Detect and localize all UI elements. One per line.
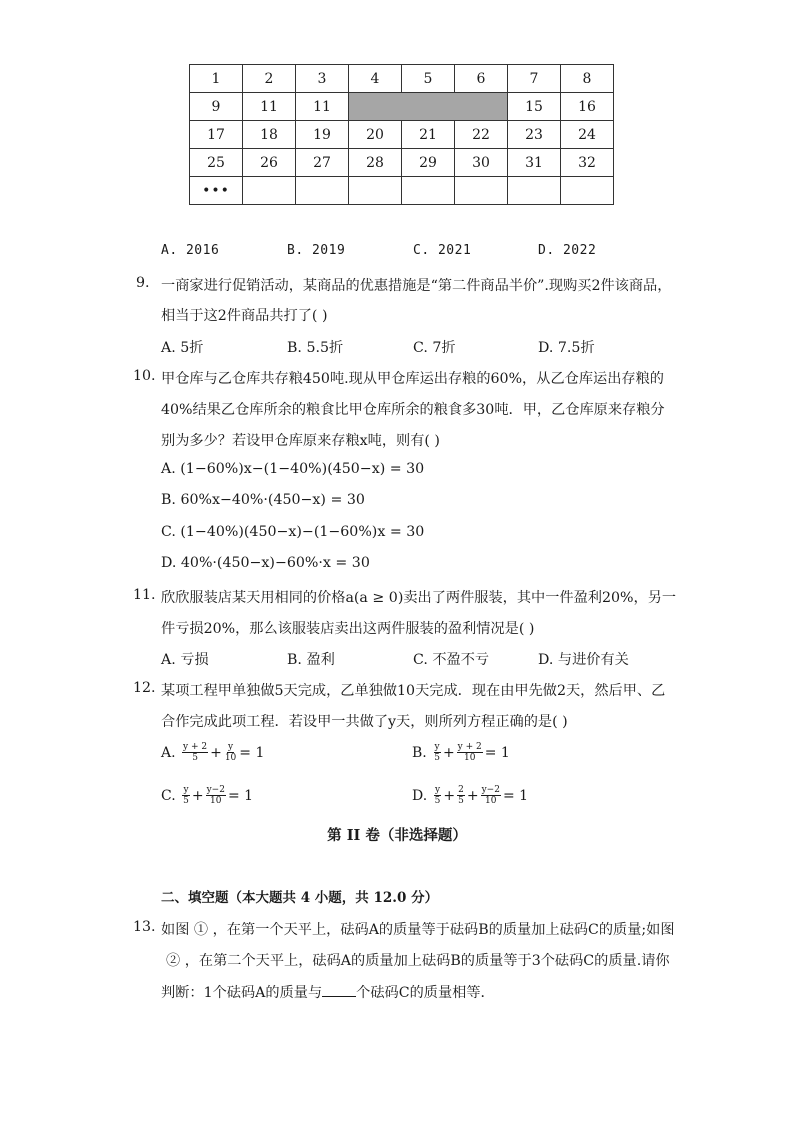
plus-sign: +	[210, 744, 222, 761]
denominator: 10	[210, 796, 222, 806]
grid-cell: 7	[508, 65, 561, 93]
q12-text-line2: 合作完成此项工程．若设甲一共做了y天，则所列方程正确的是( )	[161, 714, 568, 730]
q10-text-line1: 甲仓库与乙仓库共存粮450吨.现从甲仓库运出存粮的60%，从乙仓库运出存粮的	[161, 371, 664, 387]
denominator: 10	[485, 796, 497, 806]
grid-cell: 17	[190, 121, 243, 149]
equals-one: = 1	[484, 744, 510, 761]
fraction	[457, 785, 465, 806]
fraction	[206, 785, 226, 806]
grid-cell: 32	[561, 149, 614, 177]
q12-option-d	[412, 785, 528, 806]
q12-option-a-label: A.	[161, 744, 176, 761]
q13-line1-pre: 如图	[161, 922, 190, 938]
grid-cell: •••	[190, 177, 243, 205]
q9-text-line1: 一商家进行促销活动，某商品的优惠措施是“第二件商品半价”.现购买2件该商品，	[161, 278, 672, 294]
q9-option-a: A. 5折	[161, 340, 204, 356]
q12-option-b	[412, 742, 510, 763]
grid-row	[190, 65, 614, 93]
plus-sign: +	[442, 744, 455, 761]
grid-cell	[508, 177, 561, 205]
grid-cell: 28	[349, 149, 402, 177]
q10-number: 10.	[133, 368, 156, 384]
plus-sign: +	[191, 787, 204, 804]
plus-sign: +	[443, 787, 456, 804]
grid-cell: 20	[349, 121, 402, 149]
numerator: y	[183, 785, 189, 795]
fraction	[182, 785, 190, 806]
equals-one: = 1	[227, 787, 254, 804]
q9-text-line2: 相当于这2件商品共打了( )	[161, 308, 328, 324]
grid-cell: 31	[508, 149, 561, 177]
q13-line1-post: ，在第一个天平上，砝码A的质量等于砝码B的质量加上砝码C的质量;如图	[212, 922, 675, 938]
numerator: 2	[458, 785, 464, 795]
fraction	[433, 742, 441, 763]
grid-cell: 6	[455, 65, 508, 93]
grid-cell: 11	[243, 93, 296, 121]
denominator: 5	[434, 753, 440, 763]
grid-row	[190, 149, 614, 177]
grid-cell: 21	[402, 121, 455, 149]
q10-text-line3: 别为多少？若设甲仓库原来存粮x吨，则有( )	[161, 433, 440, 449]
denominator: 5	[434, 796, 441, 806]
grid-row	[190, 93, 614, 121]
denominator: 10	[463, 753, 476, 763]
circled-two-marker: ②	[166, 953, 181, 969]
equals-one: = 1	[239, 744, 265, 761]
grid-row	[190, 121, 614, 149]
q10-option-a: A. (1−60%)x−(1−40%)(450−x) = 30	[161, 461, 425, 477]
grid-cell: 11	[296, 93, 349, 121]
numerator: y + 2	[457, 742, 482, 752]
grid-cell: 3	[296, 65, 349, 93]
numerator: y	[434, 785, 441, 795]
q11-option-b: B. 盈利	[287, 652, 335, 668]
part2-title: 第 II 卷（非选择题）	[327, 827, 467, 844]
q11-option-a: A. 亏损	[161, 652, 209, 668]
q11-option-c: C. 不盈不亏	[413, 652, 490, 668]
shaded-block	[349, 93, 508, 121]
q8-option-c: C. 2021	[413, 243, 472, 258]
q11-number: 11.	[133, 587, 156, 603]
grid-cell: 15	[508, 93, 561, 121]
number-grid-table	[189, 64, 614, 205]
equals-one: = 1	[502, 787, 529, 804]
q12-option-c-label: C.	[161, 787, 176, 804]
grid-cell: 16	[561, 93, 614, 121]
q11-text-line2: 件亏损20%，那么该服装店卖出这两件服装的盈利情况是( )	[161, 621, 535, 637]
q12-number: 12.	[133, 680, 156, 696]
q9-option-d: D. 7.5折	[538, 340, 595, 356]
grid-cell: 19	[296, 121, 349, 149]
circled-one-marker: ①	[193, 922, 209, 938]
denominator: 5	[458, 796, 464, 806]
grid-cell	[402, 177, 455, 205]
numerator: y	[434, 742, 440, 752]
q9-number: 9.	[136, 275, 150, 291]
q8-option-b: B. 2019	[287, 243, 346, 258]
grid-cell: 22	[455, 121, 508, 149]
q13-line3-post: 个砝码C的质量相等．	[356, 985, 495, 1001]
q9-option-b: B. 5.5折	[287, 340, 344, 356]
grid-cell: 25	[190, 149, 243, 177]
grid-cell	[455, 177, 508, 205]
grid-cell: 5	[402, 65, 455, 93]
fraction	[224, 742, 237, 763]
grid-cell: 30	[455, 149, 508, 177]
q10-text-line2: 40%结果乙仓库所余的粮食比甲仓库所余的粮食多30吨．甲，乙仓库原来存粮分	[161, 402, 665, 418]
grid-cell: 24	[561, 121, 614, 149]
plus-sign: +	[466, 787, 479, 804]
grid-cell: 1	[190, 65, 243, 93]
denominator: 5	[183, 796, 189, 806]
section-heading: 二、填空题（本大题共 4 小题，共 12.0 分）	[161, 890, 439, 906]
grid-cell: 4	[349, 65, 402, 93]
q8-option-a: A. 2016	[161, 243, 220, 258]
q10-option-b: B. 60%x−40%·(450−x) = 30	[161, 492, 365, 508]
q10-option-c: C. (1−40%)(450−x)−(1−60%)x = 30	[161, 524, 425, 540]
grid-cell	[561, 177, 614, 205]
denominator: 10	[224, 753, 237, 763]
q13-text-line1	[161, 919, 675, 939]
q13-line2: ，在第二个天平上，砝码A的质量加上砝码B的质量等于3个砝码C的质量.请你	[184, 953, 670, 969]
q9-option-c: C. 7折	[413, 340, 456, 356]
grid-cell: 18	[243, 121, 296, 149]
fraction	[434, 785, 442, 806]
q13-number: 13.	[133, 919, 156, 935]
numerator: y−2	[206, 785, 225, 795]
grid-cell: 26	[243, 149, 296, 177]
q12-text-line1: 某项工程甲单独做5天完成，乙单独做10天完成．现在由甲先做2天，然后甲、乙	[161, 683, 666, 699]
grid-cell: 27	[296, 149, 349, 177]
q11-option-d: D. 与进价有关	[538, 652, 629, 668]
fraction	[182, 742, 208, 763]
q12-option-c	[161, 785, 253, 806]
numerator: y−2	[481, 785, 500, 795]
q11-text-line1: 欣欣服装店某天用相同的价格a(a ≥ 0)卖出了两件服装，其中一件盈利20%，另一	[161, 590, 677, 606]
q13-text-line3	[161, 982, 495, 1002]
numerator: y + 2	[183, 742, 208, 752]
q8-option-d: D. 2022	[538, 243, 597, 258]
grid-cell: 8	[561, 65, 614, 93]
denominator: 5	[192, 753, 198, 763]
grid-cell: 29	[402, 149, 455, 177]
numerator: y	[228, 742, 234, 752]
q12-option-b-label: B.	[412, 744, 427, 761]
q13-line3-pre: 判断：1个砝码A的质量与	[161, 985, 323, 1001]
q10-option-d: D. 40%·(450−x)−60%·x = 30	[161, 555, 370, 571]
q12-option-a	[161, 742, 264, 763]
fraction	[481, 785, 501, 806]
grid-cell	[296, 177, 349, 205]
answer-blank[interactable]	[322, 982, 356, 997]
q12-option-d-label: D.	[412, 787, 428, 804]
grid-cell	[243, 177, 296, 205]
fraction	[457, 742, 483, 763]
grid-cell: 9	[190, 93, 243, 121]
grid-cell	[349, 177, 402, 205]
grid-row	[190, 177, 614, 205]
q13-text-line2	[166, 950, 670, 970]
grid-cell: 23	[508, 121, 561, 149]
grid-cell: 2	[243, 65, 296, 93]
